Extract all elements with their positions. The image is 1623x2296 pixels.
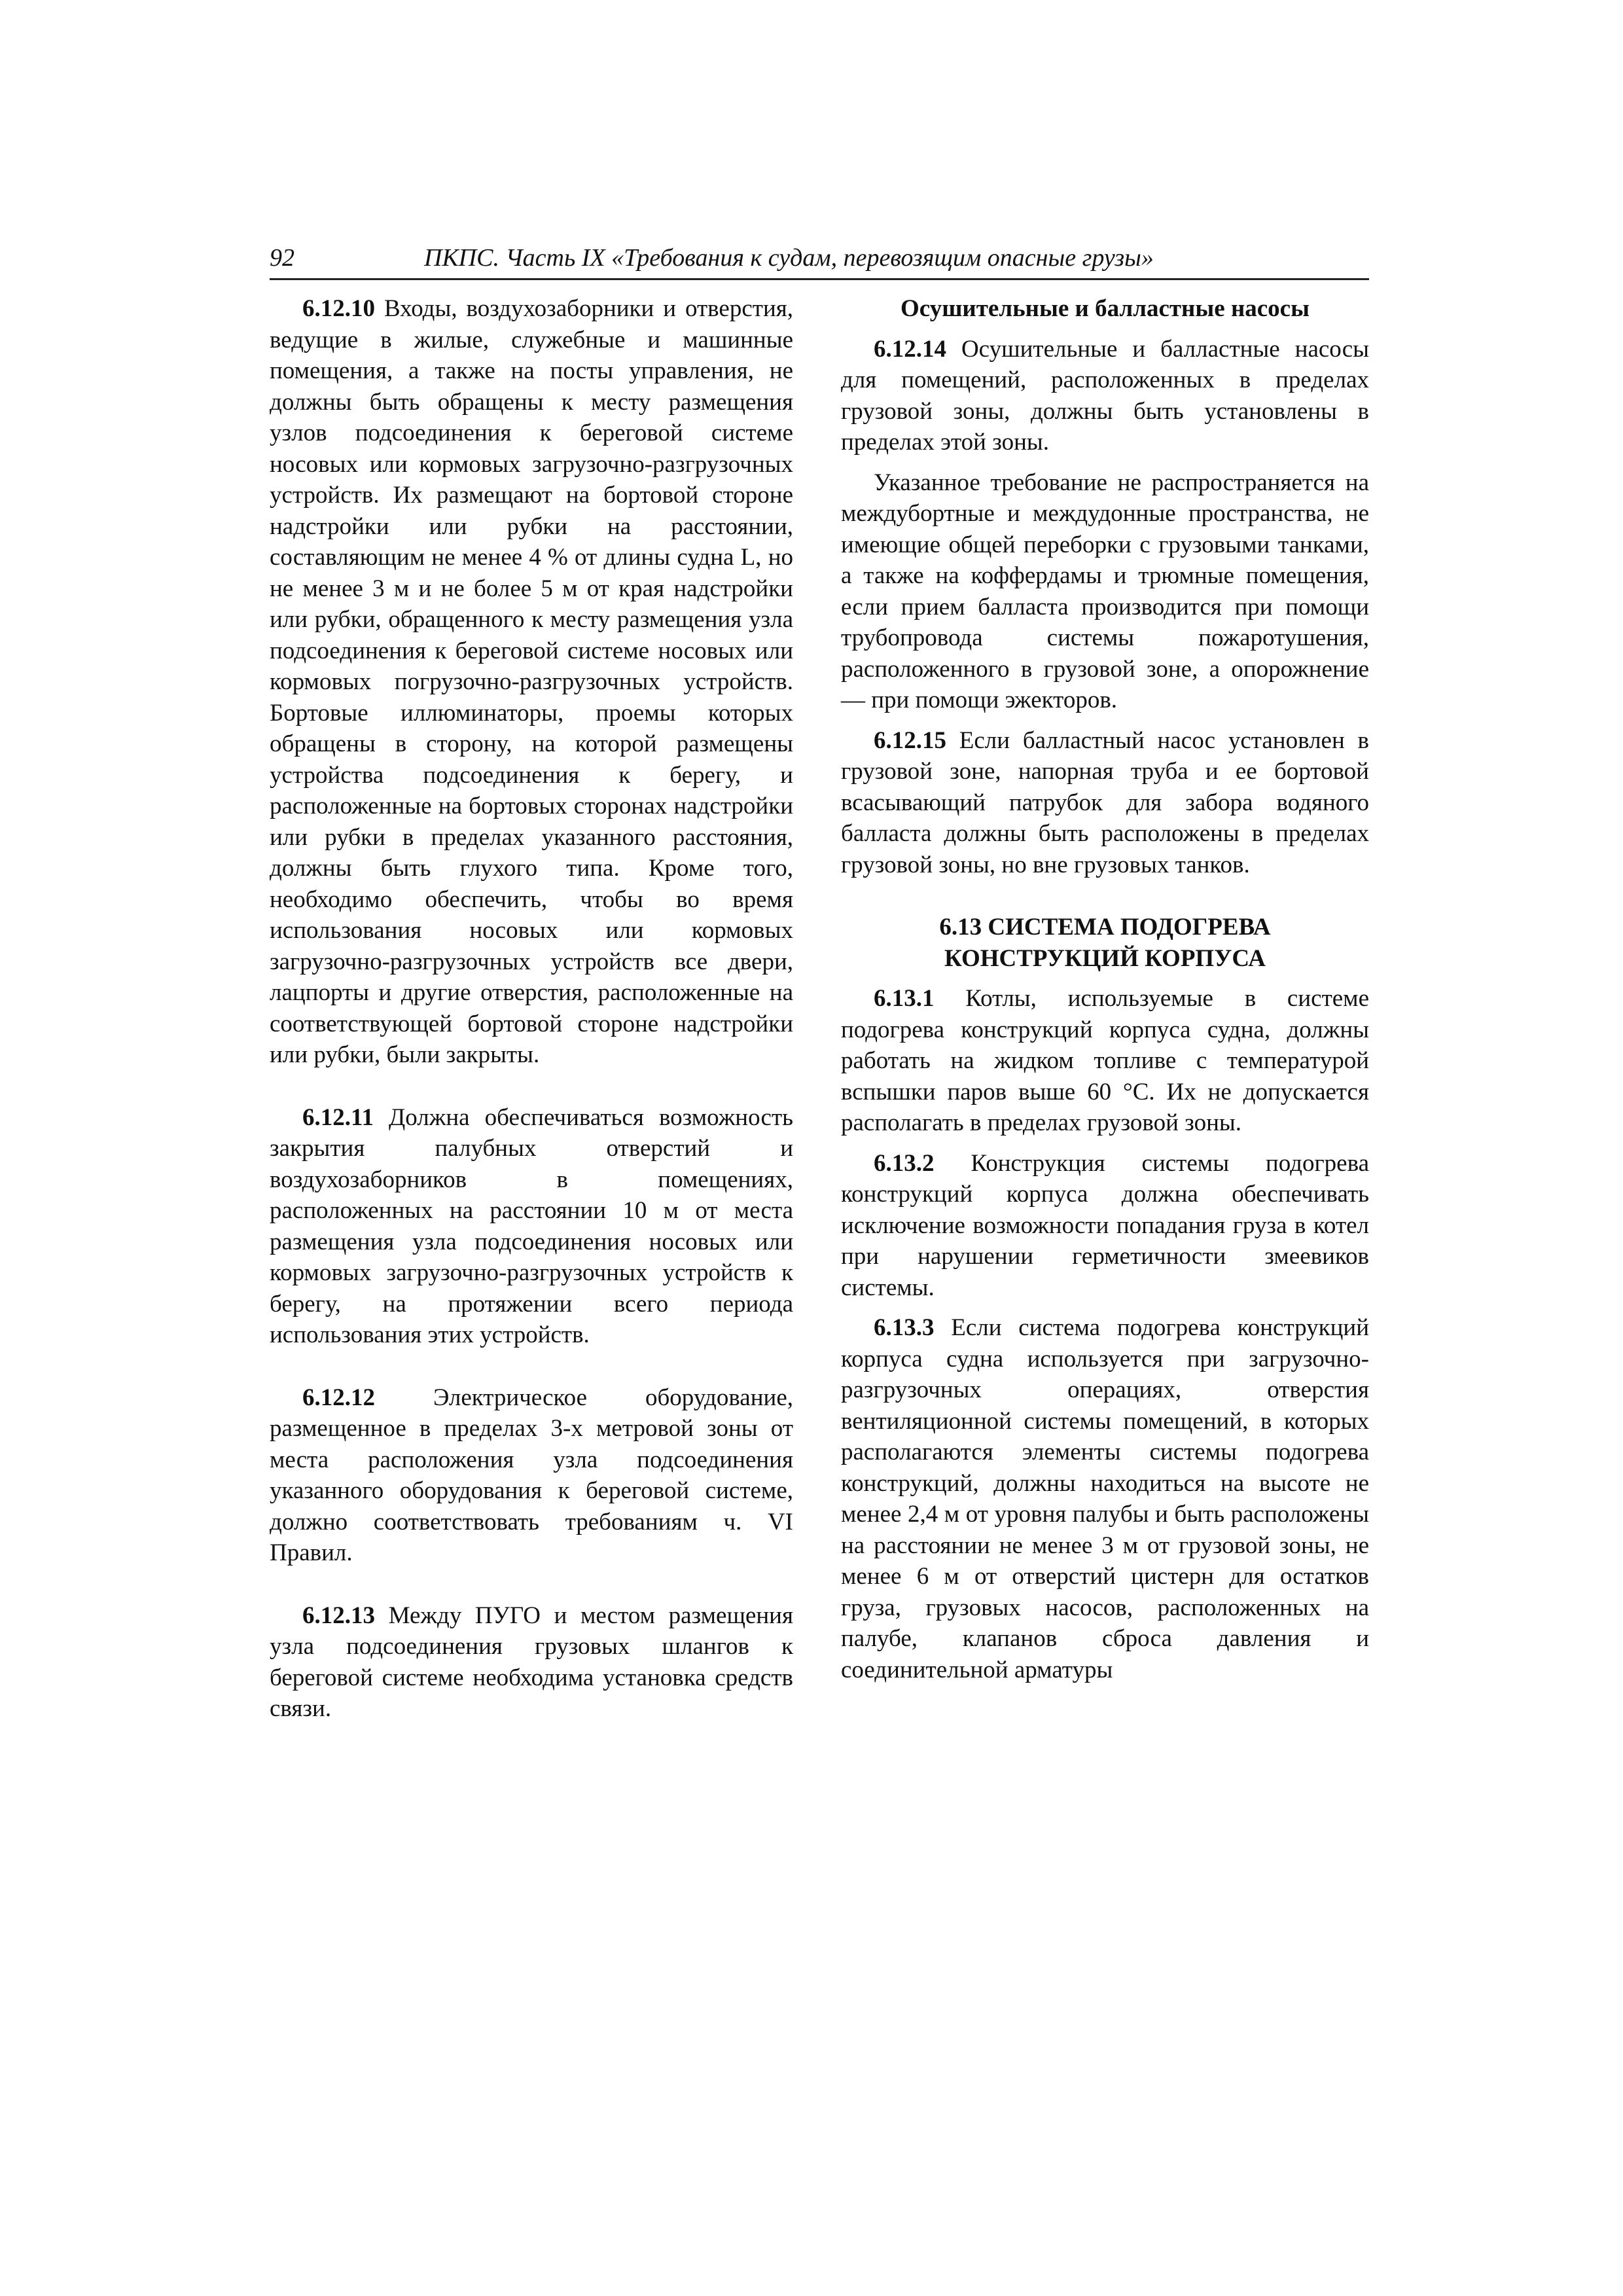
clause-number: 6.12.15 [874, 726, 946, 754]
left-column [270, 293, 793, 1725]
section-heading-line: 6.13 СИСТЕМА ПОДОГРЕВА [939, 914, 1271, 941]
paragraph-6-12-12 [270, 1382, 793, 1569]
clause-number: 6.12.11 [302, 1103, 374, 1131]
clause-number: 6.13.1 [874, 985, 935, 1012]
paragraph-6-12-14-continued: Указанное требование не распространяется на междубортные и междудонные пространства, не имеющие общей переборки с грузовыми танками, а также на коффердамы и трюмные помещения, если прием балласта производится при помощи трубопровода системы пожаротушения, расположенного в грузовой зоне, а опорожнение — при помощи эжекторов. [841, 469, 1369, 713]
subheading: Осушительные и балластные насосы [900, 295, 1310, 322]
clause-text: Входы, воздухозаборники и отверстия, ведущие в жилые, служебные и машинные помещения, а также на посты управления, не должны быть обращены к месту размещения узлов подсоединения к береговой системе носовых или кормовых загрузочно-разгрузочных устройств. Их размещают на бортовой стороне надстройки или рубки на расстоянии, составляющим не менее 4 % от длины судна L, но не менее 3 м и не более 5 м от края надстройки или рубки, обращенного к месту размещения узла подсоединения к береговой системе носовых или кормовых погрузочно-разгрузочных устройств. Бортовые иллюминаторы, проемы которых обращены в сторону, на которой размещены устройства подсоединения к берегу, и расположенные на бортовых сторонах надстройки или рубки в пределах указанного расстояния, должны быть глухого типа. Кроме того, необходимо обеспечить, чтобы во время использования носовых или кормовых загрузочно-разгрузочных устройств все двери, лацпорты и другие отверстия, расположенные на соответствующей бортовой стороне надстройки или рубки, были закрыты. [270, 295, 794, 1068]
paragraph-6-13-1 [841, 983, 1369, 1139]
clause-number: 6.12.12 [302, 1384, 375, 1411]
paragraph-6-13-3 [841, 1312, 1369, 1685]
clause-text: Конструкция системы подогрева конструкций корпуса должна обеспечивать исключение возможности попадания груза в котел при нарушении герметичности змеевиков системы. [841, 1149, 1369, 1301]
paragraph-6-12-11 [270, 1102, 793, 1351]
running-title: ПКПС. Часть IX «Требования к судам, перевозящим опасные грузы» [424, 244, 1154, 272]
clause-number: 6.13.3 [874, 1314, 935, 1341]
clause-text: Котлы, используемые в системе подогрева конструкций корпуса судна, должны работать на жидком топливе с температурой вспышки паров выше 60 °С. Их не допускается располагать в пределах грузовой зоны. [841, 985, 1369, 1136]
paragraph-6-12-13 [270, 1600, 793, 1725]
page-header [270, 238, 1369, 280]
paragraph-6-12-14 [841, 334, 1369, 458]
clause-number: 6.13.2 [874, 1149, 935, 1177]
clause-text: Между ПУГО и местом размещения узла подсоединения грузовых шлангов к береговой системе необходима установка средств связи. [270, 1602, 794, 1722]
paragraph-6-13-2 [841, 1148, 1369, 1304]
page-number: 92 [270, 244, 294, 272]
right-column [841, 293, 1369, 1685]
clause-number: 6.12.10 [302, 295, 375, 322]
clause-number: 6.12.13 [302, 1602, 375, 1629]
paragraph-6-12-10 [270, 293, 793, 1071]
clause-text: Если система подогрева конструкций корпуса судна используется при загрузочно-разгрузочных операциях, отверстия вентиляционной системы помещений, в которых располагаются элементы системы подогрева конструкций, должны находиться на высоте не менее 2,4 м от уровня палубы и быть расположены на расстоянии не менее 3 м от грузовой зоны, не менее 6 м от отверстий цистерн для остатков груза, грузовых насосов, расположенных на палубе, клапанов сброса давления и соединительной арматуры [841, 1314, 1369, 1683]
clause-text: Осушительные и балластные насосы для помещений, расположенных в пределах грузовой зоны, должны быть установлены в пределах этой зоны. [841, 335, 1369, 456]
section-heading-line: КОНСТРУКЦИЙ КОРПУСА [944, 944, 1266, 972]
section-heading [841, 912, 1369, 974]
clause-text: Если балластный насос установлен в грузовой зоне, напорная труба и ее бортовой всасывающий патрубок для забора водяного балласта должны быть расположены в пределах грузовой зоны, но вне грузовых танков. [841, 726, 1369, 878]
clause-text: Должна обеспечиваться возможность закрытия палубных отверстий и воздухозаборников в помещениях, расположенных на расстоянии 10 м от места размещения узла подсоединения носовых или кормовых загрузочно-разгрузочных устройств к берегу, на протяжении всего периода использования этих устройств. [270, 1103, 793, 1348]
clause-number: 6.12.14 [874, 335, 946, 363]
clause-text: Электрическое оборудование, размещенное в пределах 3-х метровой зоны от места расположения узла подсоединения указанного оборудования к береговой системе, должно соответствовать требованиям ч. VI Правил. [270, 1384, 793, 1566]
paragraph-6-12-15 [841, 725, 1369, 881]
